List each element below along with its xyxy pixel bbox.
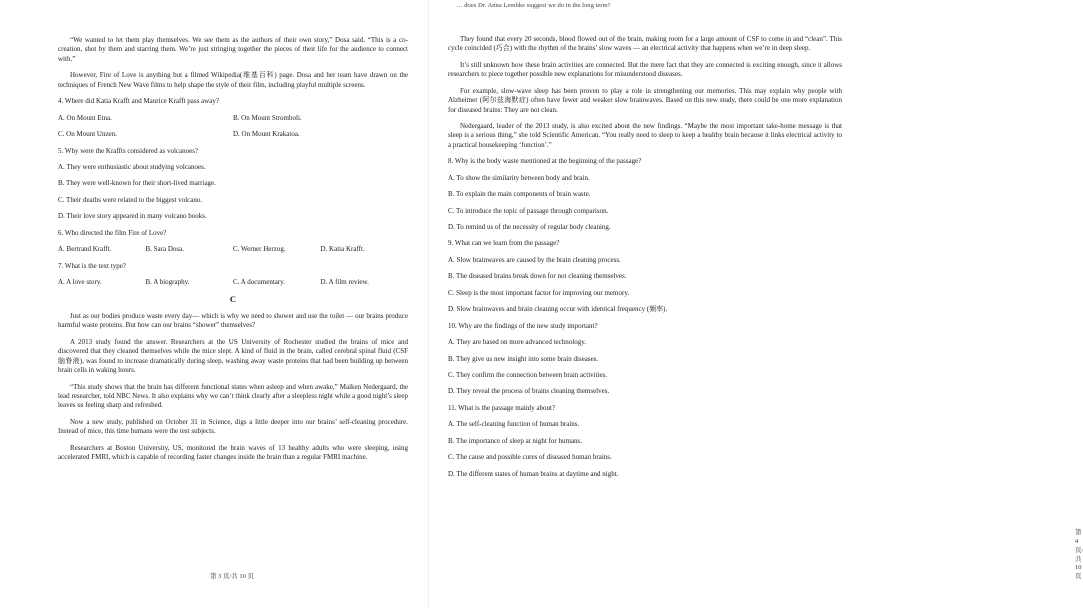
page-number-left: 第 3 页/共 10 页 xyxy=(210,573,255,581)
answer-option[interactable]: B. They were well-known for their short-lived marriage. xyxy=(58,179,216,188)
paragraph: Just as our bodies produce waste every day— which is why we need to shower and use the toilet — our brains produce harmful waste proteins. But how can our brains “shower” themselves? xyxy=(58,311,408,330)
option-row xyxy=(58,245,408,254)
answer-option[interactable]: B. The importance of sleep at night for humans. xyxy=(448,436,583,445)
answer-option[interactable]: A. Slow brainwaves are caused by the brain cleaning process. xyxy=(448,255,621,264)
answer-option[interactable]: D. They reveal the process of brains cleaning themselves. xyxy=(448,387,610,396)
answer-option[interactable]: A. To show the similarity between body and brain. xyxy=(448,173,590,182)
answer-option[interactable]: B. To explain the main components of brain waste. xyxy=(448,190,591,199)
question-stem: 8. Why is the body waste mentioned at the beginning of the passage? xyxy=(448,157,642,166)
answer-option[interactable]: D. A film review. xyxy=(320,278,369,286)
answer-option[interactable]: D. On Mount Krakatoa. xyxy=(233,130,300,139)
answer-option[interactable]: D. Their love story appeared in many volcano books. xyxy=(58,212,207,221)
question-stem: 4. Where did Katia Krafft and Maurice Krafft pass away? xyxy=(58,97,219,106)
answer-option[interactable]: D. To remind us of the necessity of regular body cleaning. xyxy=(448,223,611,232)
answer-option[interactable]: A. They are based on more advanced technology. xyxy=(448,338,587,347)
answer-option[interactable]: C. Werner Herzog. xyxy=(233,245,286,254)
paragraph: “We wanted to let them play themselves. We see them as the authors of their own story,” Dosa said. “This is a co-creation, shot by them and starring them. We’re just stringing together the pieces of their life for the audience to connect with.” xyxy=(58,36,408,63)
paragraph: However, Fire of Love is anything but a filmed Wikipedia(维基百科) page. Dosa and her team have drawn on the techniques of French New Wave films to help shape the style of their film, including playful multiple screens. xyxy=(58,71,408,89)
answer-option[interactable]: A. The self-cleaning function of human brains. xyxy=(448,420,580,429)
answer-option[interactable]: C. On Mount Unzen. xyxy=(58,130,117,139)
answer-option[interactable]: B. Sara Dosa. xyxy=(145,245,184,254)
exam-page-right xyxy=(430,0,1083,608)
page-number-right: 第 4 页/共 10 页 xyxy=(1075,529,1083,581)
answer-option[interactable]: C. Sleep is the most important factor for improving our memory. xyxy=(448,288,630,297)
cut-off-question: … does Dr. Anna Lembke suggest we do in the long term? xyxy=(456,2,611,9)
question-stem: 11. What is the passage mainly about? xyxy=(448,403,556,412)
question-stem: 6. Who directed the film Fire of Love? xyxy=(58,228,167,237)
exam-page-left xyxy=(0,0,430,608)
answer-option[interactable]: C. The cause and possible cures of diseased human brains. xyxy=(448,453,612,462)
passage-c-continued xyxy=(448,35,842,150)
answer-option[interactable]: D. The different states of human brains at daytime and night. xyxy=(448,469,619,478)
passage-c xyxy=(58,312,408,463)
option-row xyxy=(58,114,408,123)
answer-option[interactable]: D. Katia Krafft. xyxy=(320,245,365,254)
answer-option[interactable]: A. A love story. xyxy=(58,278,102,286)
question-stem: 10. Why are the findings of the new study important? xyxy=(448,321,598,330)
answer-option[interactable]: C. Their deaths were related to the biggest volcano. xyxy=(58,195,203,204)
answer-option[interactable]: A. They were enthusiastic about studying volcanoes. xyxy=(58,162,206,171)
paragraph: Researchers at Boston University, US, monitored the brain waves of 13 healthy adults who were sleeping, using accelerated FMRI, which is capable of recording faster changes inside the brain than a regular FMRI machine. xyxy=(58,443,408,462)
questions-4-7 xyxy=(58,97,408,287)
option-row xyxy=(58,278,408,287)
paragraph: It’s still unknown how these brain activities are connected. But the mere fact that they are connected is exciting enough, since it allows researchers to piece together possible new explanations for misunderstood diseases. xyxy=(448,60,842,79)
answer-option[interactable]: C. A documentary. xyxy=(233,278,286,286)
passage-b-end xyxy=(58,36,408,90)
paragraph: “This study shows that the brain has different functional states when asleep and when awake,” Maiken Nedergaard, the lead researcher, told NBC News. It also explains why we can’t think clearly after a sleepless night while a good night’s sleep leaves us feeling sharp and refreshed. xyxy=(58,382,408,410)
questions-8-11 xyxy=(448,157,842,479)
answer-option[interactable]: B. The diseased brains break down for not cleaning themselves. xyxy=(448,272,627,281)
section-heading-c: C xyxy=(229,294,237,305)
paragraph: A 2013 study found the answer. Researchers at the US University of Rochester studied the brains of mice and discovered that they cleaned themselves while the mice slept. A kind of fluid in the brain, called cerebral spinal fluid (CSF 脑脊液), was found to increase dramatically during sleep, washing away waste proteins that had been building up between brain cells in waking hours. xyxy=(58,337,408,375)
answer-option[interactable]: B. On Mount Stromboli. xyxy=(233,113,302,122)
question-stem: 9. What can we learn from the passage? xyxy=(448,239,560,248)
answer-option[interactable]: C. To introduce the topic of passage through comparison. xyxy=(448,206,609,215)
answer-option[interactable]: A. On Mount Etna. xyxy=(58,113,112,122)
answer-option[interactable]: D. Slow brainwaves and brain cleaning occur with identical frequency (频率). xyxy=(448,305,668,314)
paragraph: Nedergaard, leader of the 2013 study, is also excited about the new findings. “Maybe the most important take-home message is that sleep is a serious thing,” she told Scientific American. “You really need to sleep to keep a healthy brain because it links electrical activity to a practical housekeeping ‘function’.” xyxy=(448,121,842,149)
paragraph: Now a new study, published on October 31 in Science, digs a little deeper into our brains’ self-cleaning procedure. Instead of mice, this time humans were the test subjects. xyxy=(58,417,408,436)
answer-option[interactable]: C. They confirm the connection between brain activities. xyxy=(448,370,608,379)
answer-option[interactable]: A. Bertrand Krafft. xyxy=(58,245,112,254)
question-stem: 7. What is the text type? xyxy=(58,261,126,270)
answer-option[interactable]: B. They give us new insight into some brain diseases. xyxy=(448,354,599,363)
option-row xyxy=(58,130,408,139)
answer-option[interactable]: B. A biography. xyxy=(145,278,190,286)
paragraph: For example, slow-wave sleep has been proven to play a role in strengthening our memories. This may explain why people with Alzheimer (阿尔兹海默症) often have fewer and weaker slow brainwaves. Based on this new study, there could be one more explanation for diseased brains: They are not clean. xyxy=(448,86,842,114)
question-stem: 5. Why were the Kraffts considered as volcanoes? xyxy=(58,146,199,155)
paragraph: They found that every 20 seconds, blood flowed out of the brain, making room for a large amount of CSF to come in and “clean”. This cycle coincided (巧合) with the rhythm of the brains’ slow waves — an electrical activity that happens when we’re in deep sleep. xyxy=(448,34,842,53)
